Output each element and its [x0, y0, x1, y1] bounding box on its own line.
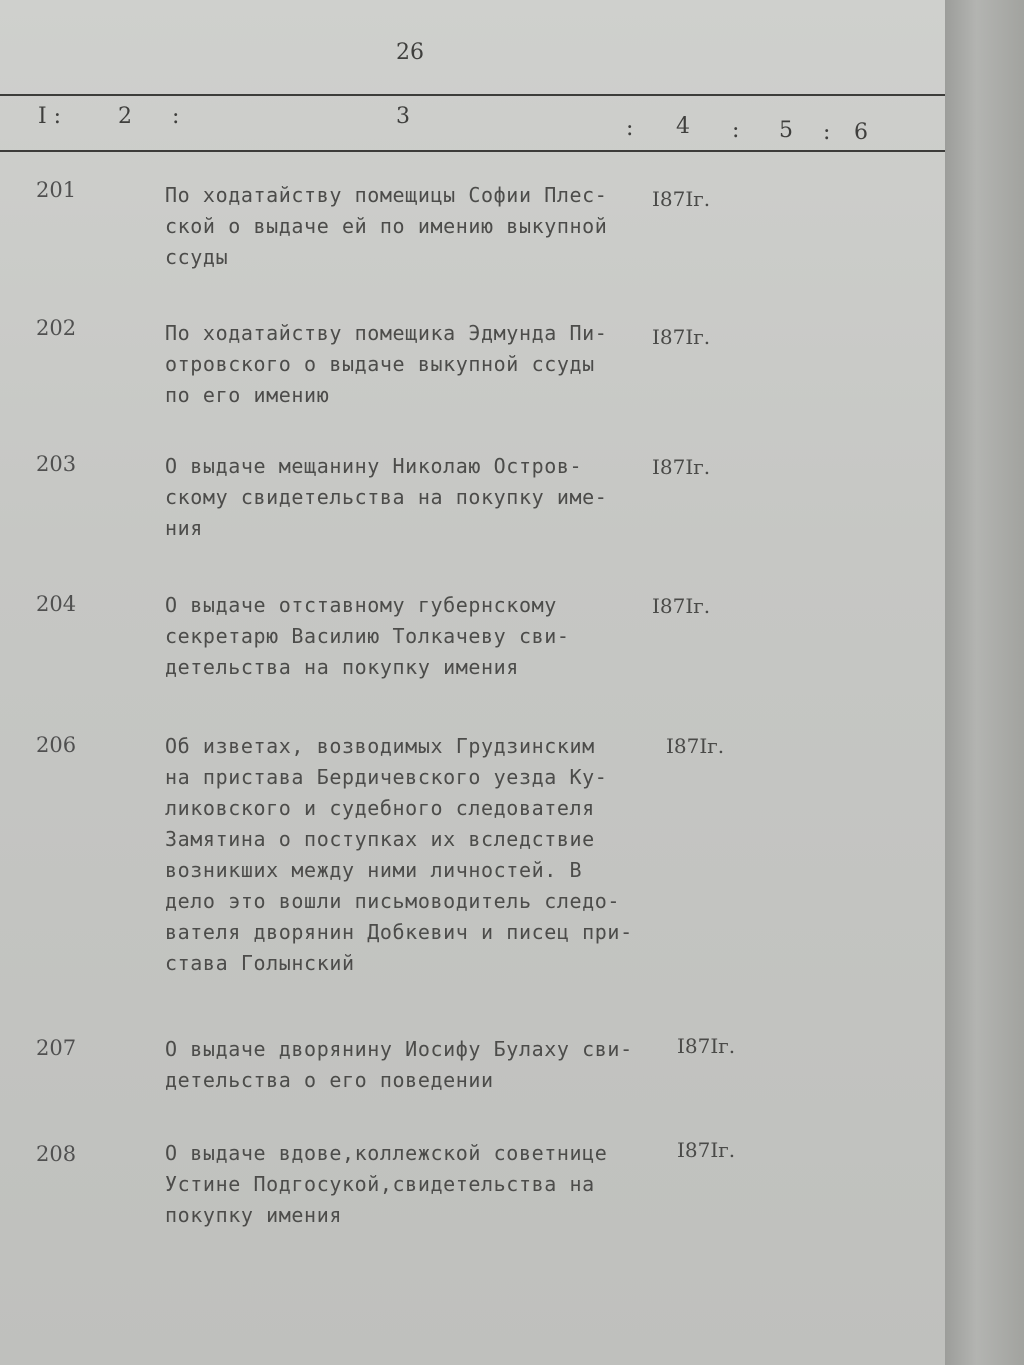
entry-description: По ходатайству помещика Эдмунда Пи- отровского о выдаче выкупной ссуды по его имению [165, 321, 608, 407]
entry-description: Об изветах, возводимых Грудзинским на пристава Бердичевского уезда Ку- ликовского и судебного следователя Замятина о поступках их вследствие возникших между ними личностей. В дело это вошли письмоводитель следо- вателя дворянин Добкевич и писец при- става Голынский [165, 734, 633, 975]
entry-number: 208 [36, 1142, 77, 1166]
col-header-2: 2 [118, 104, 132, 129]
entry-year: I87Iг. [652, 455, 711, 479]
col-header-2-separator: : [172, 104, 180, 129]
entry-number: 203 [36, 452, 77, 476]
col-header-1: I : [38, 104, 62, 129]
entry-description: По ходатайству помещицы Софии Плес- ской о выдаче ей по имению выкупной ссуды [165, 183, 608, 269]
header-top-rule [0, 94, 945, 96]
entry-year: I87Iг. [677, 1138, 736, 1162]
entry-description: О выдаче мещанину Николаю Остров- скому свидетельства на покупку име- ния [165, 454, 608, 540]
entry-year: I87Iг. [652, 325, 711, 349]
col-header-5-separator: : [823, 120, 831, 145]
header-bottom-rule [0, 150, 945, 152]
page-number: 26 [396, 40, 424, 65]
entry-year: I87Iг. [666, 734, 725, 758]
col-header-4-separator: : [732, 118, 740, 143]
underlying-page-edge [945, 0, 1024, 1365]
entry-number: 201 [36, 178, 77, 202]
entry-number: 206 [36, 733, 77, 757]
entry-description: О выдаче дворянину Иосифу Булаху сви- детельства о его поведении [165, 1037, 633, 1092]
entry-description: О выдаче вдове,коллежской советнице Устине Подгосукой,свидетельства на покупку имения [165, 1141, 608, 1227]
entry-number: 204 [36, 592, 77, 616]
col-header-6: 6 [854, 120, 868, 145]
col-header-3-separator: : [626, 116, 634, 141]
col-header-4: 4 [676, 114, 690, 139]
col-header-3: 3 [396, 104, 410, 129]
entry-year: I87Iг. [652, 187, 711, 211]
entry-number: 207 [36, 1036, 77, 1060]
entry-year: I87Iг. [652, 594, 711, 618]
col-header-5: 5 [779, 118, 793, 143]
entry-description: О выдаче отставному губернскому секретарю Василию Толкачеву сви- детельства на покупку имения [165, 593, 570, 679]
entry-year: I87Iг. [677, 1034, 736, 1058]
entry-number: 202 [36, 316, 77, 340]
